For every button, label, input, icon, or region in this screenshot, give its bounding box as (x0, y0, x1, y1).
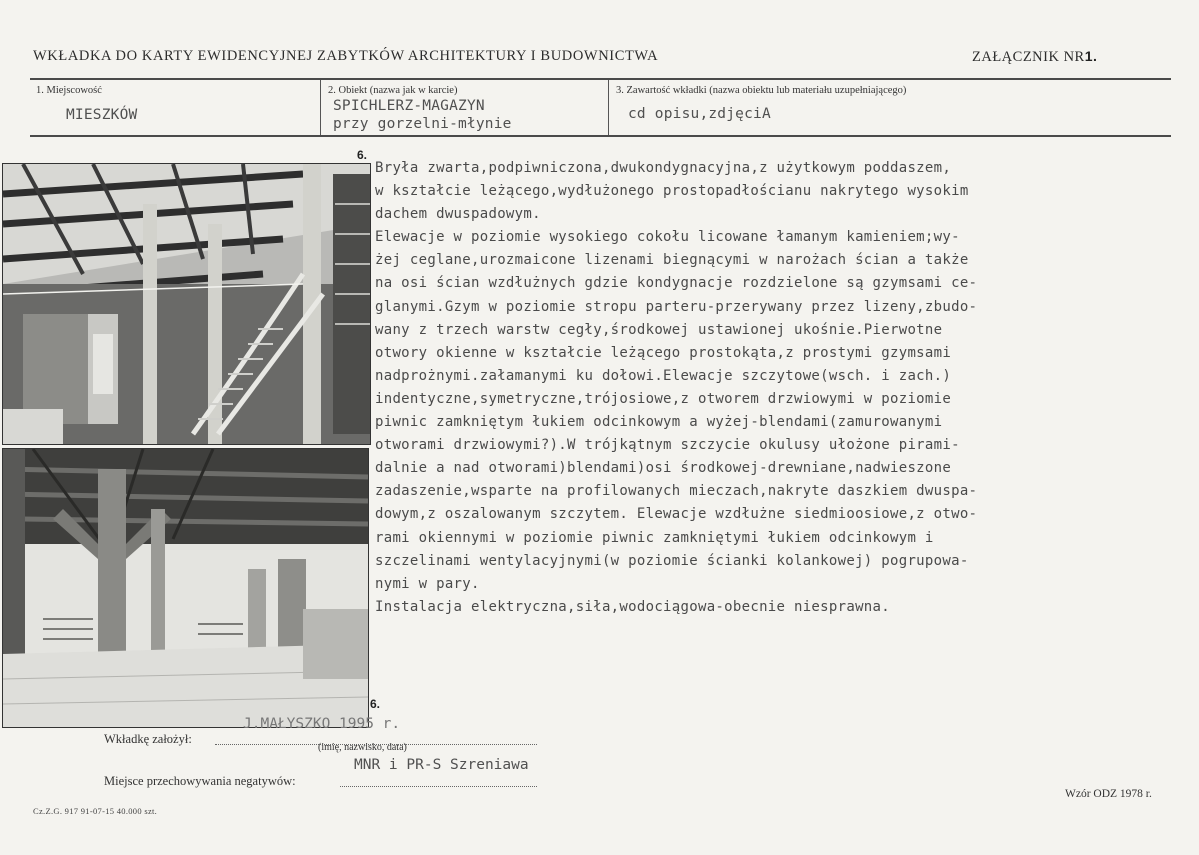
header-rule (30, 78, 1171, 80)
object-value-line1: SPICHLERZ-MAGAZYN (333, 98, 485, 114)
fields-rule (30, 135, 1171, 137)
object-value-line2: przy gorzelni-młynie (333, 116, 512, 132)
description-line: nymi w pary. (375, 575, 480, 592)
attic-photo-drawing (3, 164, 370, 444)
object-label: 2. Obiekt (nazwa jak w karcie) (328, 85, 458, 96)
locality-value: MIESZKÓW (66, 107, 138, 123)
description-text (375, 157, 1180, 619)
created-hint: (imię, nazwisko, data) (318, 742, 407, 753)
field-divider-1 (320, 80, 321, 135)
description-line: piwnic zamkniętym łukiem odcinkowym a wyżej-blendami(zamurowanymi (375, 414, 943, 431)
description-line: indentyczne,symetryczne,trójosiowe,z otworem drzwiowymi w poziomie (375, 390, 952, 407)
photo-attic-interior (2, 163, 371, 445)
description-line: Elewacje w poziomie wysokiego cokołu licowane łamanym kamieniem;wy- (375, 229, 960, 246)
description-line: glanymi.Gzym w poziomie stropu parteru-przerywany przez lizeny,zbudo- (375, 298, 978, 315)
description-line: otworami drzwiowymi?).W trójkątnym szczycie okulusy ułożone pirami- (375, 437, 960, 454)
description-line: na osi ścian wzdłużnych gdzie kondygnacje rozdzielone są gzymsami ce- (375, 275, 978, 292)
storage-dotline (340, 786, 537, 787)
description-line: otwory okienne w kształcie leżącego prostokąta,z prostymi gzymsami (375, 344, 952, 361)
contents-value: cd opisu,zdjęciA (628, 106, 771, 122)
annex-number: 1. (1084, 48, 1098, 64)
photo-number-top: 6. (357, 148, 368, 162)
form-title: WKŁADKA DO KARTY EWIDENCYJNEJ ZABYTKÓW ARCHITEKTURY I BUDOWNICTWA (33, 48, 659, 64)
photo-ground-floor-hall (2, 448, 369, 728)
locality-label: 1. Miejscowość (36, 85, 102, 96)
hall-photo-drawing (3, 449, 368, 727)
annex-label (972, 48, 1097, 66)
storage-label: Miejsce przechowywania negatywów: (104, 774, 296, 788)
description-line: Bryła zwarta,podpiwniczona,dwukondygnacyjna,z użytkowym poddaszem, (375, 160, 952, 176)
field-divider-2 (608, 80, 609, 135)
contents-label: 3. Zawartość wkładki (nazwa obiektu lub materiału uzupełniającego) (616, 85, 907, 96)
print-info: Cz.Z.G. 917 91-07-15 40.000 szt. (33, 806, 158, 816)
description-line: zadaszenie,wsparte na profilowanych mieczach,nakryte daszkiem dwuspa- (375, 483, 978, 500)
description-line: w kształcie leżącego,wydłużonego prostopadłościanu nakrytego wysokim (375, 183, 969, 200)
description-line: wany z trzech warstw cegły,środkowej ustawionej ukośnie.Pierwotne (375, 321, 943, 338)
form-code: Wzór ODZ 1978 r. (1065, 788, 1152, 800)
description-line: rami okiennymi w poziomie piwnic zamkniętymi łukiem odcinkowym i (375, 529, 934, 546)
photo-number-bottom: 6. (370, 697, 381, 711)
description-line: dowym,z oszalowanym szczytem. Elewacje wzdłużne siedmioosiowe,z otwo- (375, 506, 978, 523)
annex-text: ZAŁĄCZNIK NR (972, 49, 1085, 65)
description-line: dalnie a nad otworami)blendami)osi środkowej-drewniane,nadwieszone (375, 460, 952, 477)
created-label: Wkładkę założył: (104, 732, 192, 746)
description-line: żej ceglane,urozmaicone lizenami biegnącymi w narożach ścian a także (375, 252, 969, 269)
description-line: dachem dwuspadowym. (375, 206, 541, 223)
description-line: szczelinami wentylacyjnymi(w poziomie ścianki kolankowej) pogrupowa- (375, 552, 969, 569)
description-line: Instalacja elektryczna,siła,wodociągowa-obecnie niesprawna. (375, 598, 890, 615)
storage-value: MNR i PR-S Szreniawa (354, 757, 529, 773)
created-value: J.MAŁYSZKO 1995 r. (243, 716, 401, 732)
description-line: nadprożnymi.załamanymi ku dołowi.Elewacje szczytowe(wsch. i zach.) (375, 367, 952, 384)
